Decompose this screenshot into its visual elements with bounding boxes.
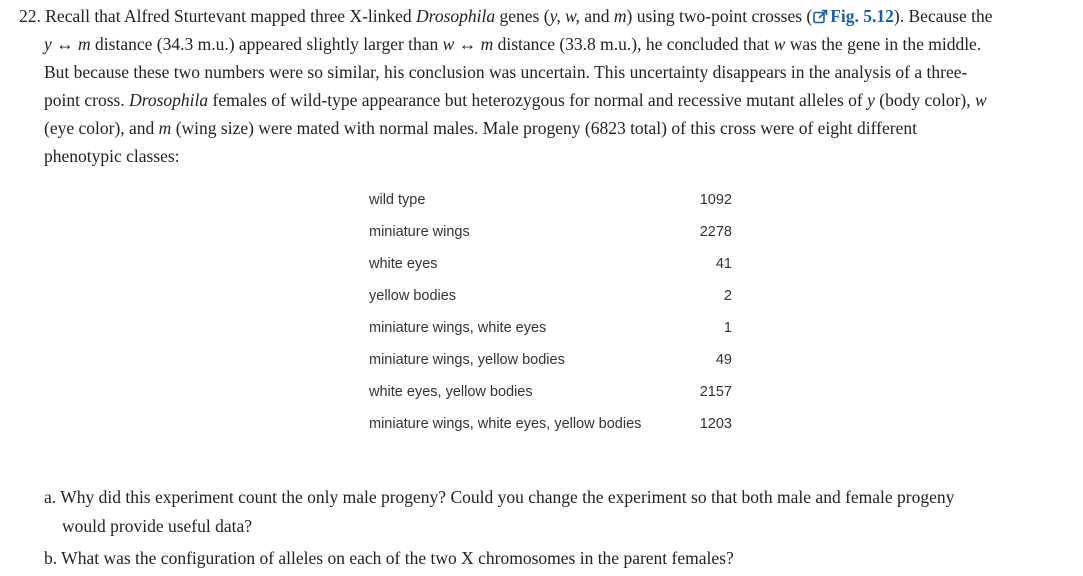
table-row: [369, 376, 735, 408]
phenotype-count: 1: [723, 320, 732, 336]
problem-line-4: point cross. Drosophila females of wild-type appearance but heterozygous for normal and recessive mutant alleles of y (body color), w: [44, 90, 987, 110]
phenotype-count: 2157: [699, 384, 732, 400]
figure-link[interactable]: [812, 6, 894, 26]
phenotype-count: 49: [715, 352, 732, 368]
problem-line-2: y ↔ m distance (34.3 m.u.) appeared slightly larger than w ↔ m distance (33.8 m.u.), he concluded that w was the gene in the middle.: [44, 34, 982, 54]
phenotype-count: 41: [715, 256, 732, 272]
table-row: [369, 184, 735, 216]
table-row: [369, 216, 735, 248]
phenotype-label: miniature wings: [369, 224, 470, 240]
table-row: [369, 248, 735, 280]
question-a: a. Why did this experiment count the only male progeny? Could you change the experiment so that both male and female progeny: [44, 487, 955, 507]
table-row: [369, 280, 735, 312]
problem-line-6: phenotypic classes:: [44, 146, 180, 166]
phenotype-label: wild type: [369, 192, 426, 208]
phenotype-table: [369, 184, 735, 440]
table-row: [369, 408, 735, 440]
problem-statement: [19, 2, 1074, 170]
problem-line-1: 22. Recall that Alfred Sturtevant mapped three X-linked Drosophila genes (y, w, and m) using two-point crosses ( Fig. 5.12). Because the: [19, 6, 993, 26]
table-row: [369, 344, 735, 376]
question-list: [44, 483, 1074, 573]
phenotype-count: 1092: [699, 192, 732, 208]
phenotype-label: miniature wings, white eyes: [369, 320, 547, 336]
question-a-continuation: would provide useful data?: [62, 516, 253, 536]
problem-line-5: (eye color), and m (wing size) were mated with normal males. Male progeny (6823 total) of this cross were of eight different: [44, 118, 917, 138]
question-b: b. What was the configuration of alleles on each of the two X chromosomes in the parent females?: [44, 548, 734, 568]
problem-line-3: But because these two numbers were so similar, his conclusion was uncertain. This uncertainty disappears in the analysis of a three-: [44, 62, 968, 82]
phenotype-count: 1203: [699, 416, 732, 432]
problem-number: 22.: [19, 6, 41, 26]
phenotype-count: 2: [723, 288, 732, 304]
phenotype-count: 2278: [699, 224, 732, 240]
external-link-icon: [813, 4, 828, 19]
phenotype-label: miniature wings, white eyes, yellow bodies: [369, 416, 642, 432]
table-row: [369, 312, 735, 344]
phenotype-label: miniature wings, yellow bodies: [369, 352, 565, 368]
figure-link-label[interactable]: Fig. 5.12: [830, 6, 894, 26]
phenotype-label: white eyes, yellow bodies: [369, 384, 533, 400]
phenotype-label: white eyes: [369, 256, 438, 272]
phenotype-label: yellow bodies: [369, 288, 457, 304]
